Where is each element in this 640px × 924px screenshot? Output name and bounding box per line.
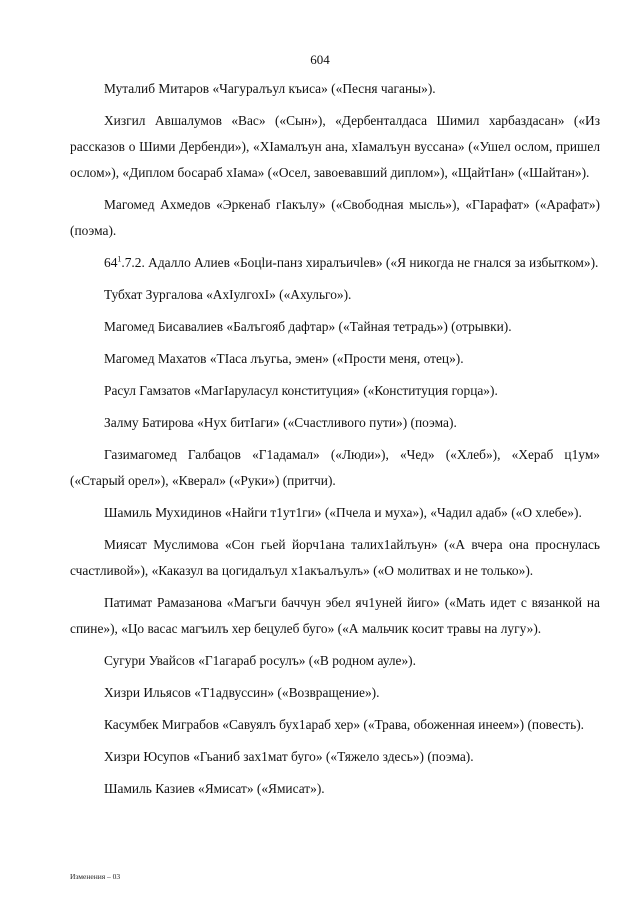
document-body <box>70 76 600 808</box>
paragraph: Шамиль Казиев «Ямисат» («Ямисат»). <box>104 781 325 796</box>
paragraph: Расул Гамзатов «МагIаруласул конституция» («Конституция горца»). <box>104 383 498 398</box>
paragraph: Хизгил Авшалумов «Вас» («Сын»), «Дербенталдаса Шимил харбаздасан» («Из рассказов о Шими Дербенди»), «ХIамалъун ана, хIамалъун вуссана» («Ушел ослом, пришел ослом»), «Диплом босараб хIама» («Осел, завоевавший диплом»), «ЩайтIан» («Шайтан»). <box>70 113 600 180</box>
paragraph: Магомед Махатов «ТIаса лъугьа, эмен» («Прости меня, отец»). <box>104 351 464 366</box>
paragraph: Касумбек Миграбов «Савуялъ бух1араб хер» («Трава, обоженная инеем») (повесть). <box>104 717 585 732</box>
paragraph: Муталиб Митаров «Чагуралъул къиса» («Песня чаганы»). <box>104 81 436 96</box>
paragraph: Шамиль Мухидинов «Найги т1ут1ги» («Пчела и муха»), «Чадил адаб» («О хлебе»). <box>104 505 582 520</box>
section-paragraph <box>70 250 600 276</box>
section-text: Адалло Алиев «Боцlи-панз хиралъичlев» («Я никогда не гнался за избытком»). <box>144 255 599 270</box>
paragraph: Хизри Ильясов «Т1адвуссин» («Возвращение»). <box>104 685 380 700</box>
paragraph: Патимат Рамазанова «Магъги баччун эбел яч1уней йиго» («Мать идет с вязанкой на спине»), «Цо васас магъилъ хер бецулеб буго» («А мальчик косит травы на лугу»). <box>70 595 600 636</box>
paragraph: Миясат Муслимова «Сон гьей йорч1ана талих1айлъун» («А вчера она проснулась счастливой»), «Каказул ва цогидалъул х1акъалъулъ» («О молитвах и не только»). <box>70 537 600 578</box>
footer-revision-note: Изменения – 03 <box>70 872 121 881</box>
paragraph: Хизри Юсупов «Гьаниб зах1мат буго» («Тяжело здесь») (поэма). <box>104 749 474 764</box>
paragraph: Магомед Ахмедов «Эркенаб гIакълу» («Свободная мысль»), «ГIарафат» («Арафат») (поэма). <box>70 197 600 238</box>
paragraph: Газимагомед Галбацов «Г1адамал» («Люди»), «Чед» («Хлеб»), «Хераб ц1ум» («Старый орел»), «Кверал» («Руки») (притчи). <box>70 447 600 488</box>
paragraph: Сугури Увайсов «Г1агараб росулъ» («В родном ауле»). <box>104 653 416 668</box>
section-number: $64^1.7.2$. <box>104 254 145 270</box>
paragraph: Тубхат Зургалова «АхIулгохI» («Ахульго»). <box>104 287 352 302</box>
paragraph: Магомед Бисавалиев «Балъгояб дафтар» («Тайная тетрадь») (отрывки). <box>104 319 512 334</box>
paragraph: Залму Батирова «Нух битIаги» («Счастливого пути») (поэма). <box>104 415 457 430</box>
page-number: 604 <box>310 52 330 67</box>
